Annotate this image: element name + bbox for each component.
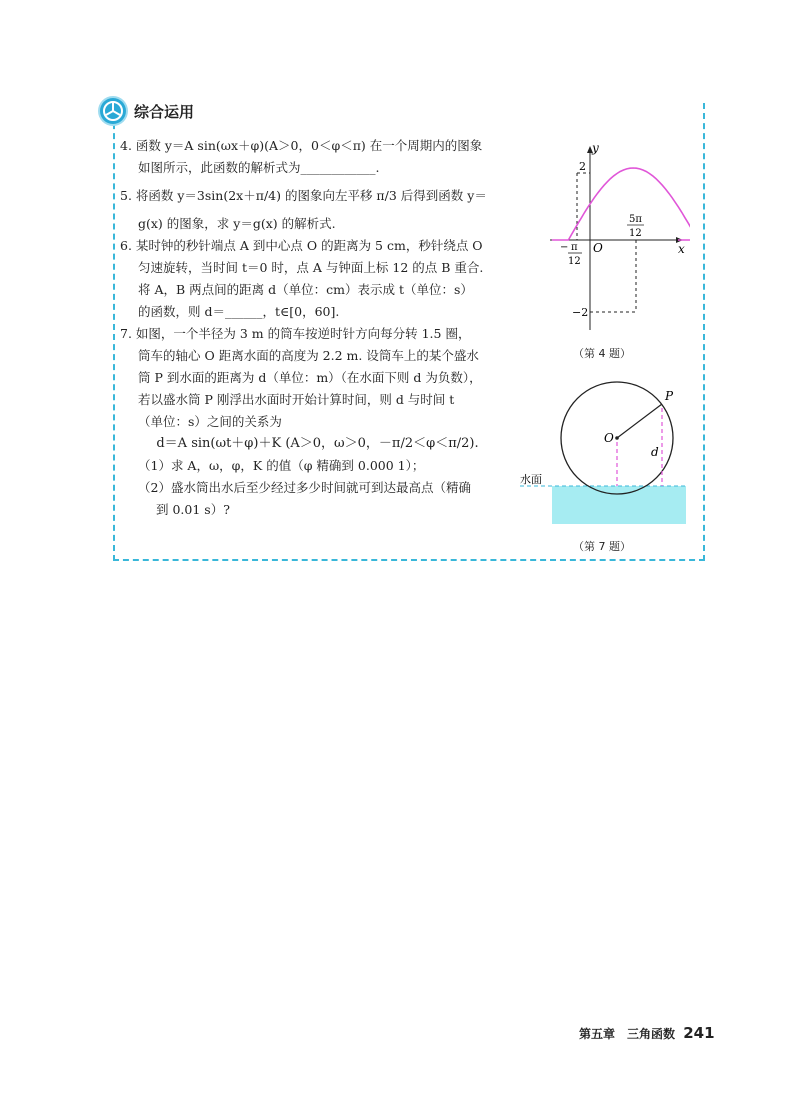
distance-label: d: [651, 445, 659, 459]
wheel-radius: [617, 404, 662, 438]
center-point: [615, 436, 619, 440]
problem-7-line-3: 筒 P 到水面的距离为 d（单位：m）（在水面下则 d 为负数），: [138, 370, 482, 385]
x-left-numerator: π: [571, 242, 578, 253]
problem-7-formula: d＝A sin(ωt＋φ)＋K (A＞0，ω＞0，－π/2＜φ＜π/2).: [156, 436, 479, 451]
problem-7-line-2: 筒车的轴心 O 距离水面的高度为 2.2 m. 设筒车上的某个盛水: [138, 348, 479, 363]
page-footer: [579, 1024, 715, 1042]
water-label: 水面: [520, 473, 542, 486]
x-right-denominator: 12: [629, 228, 642, 239]
figure-7-diagram: [520, 380, 690, 530]
problem-5: [120, 185, 515, 235]
problem-6: [120, 235, 515, 323]
problem-7-question-2-line-1: （2）盛水筒出水后至少经过多少时间就可到达最高点（精确: [138, 480, 471, 495]
tick-label-2: 2: [579, 160, 586, 173]
problem-7-line-1: 7. 如图，一个半径为 3 m 的筒车按逆时针方向每分转 1.5 圈，: [120, 326, 471, 341]
section-badge-icon: [100, 98, 126, 124]
problem-4-line-2: 如图所示，此函数的解析式为____________.: [138, 160, 380, 175]
water-area: [552, 486, 686, 524]
page-number: 241: [683, 1024, 715, 1042]
problem-7-line-5: （单位：s）之间的关系为: [138, 414, 282, 429]
problem-6-line-1: 6. 某时钟的秒针端点 A 到中心点 O 的距离为 5 cm，秒针绕点 O: [120, 238, 483, 253]
problem-5-line-2: g(x) 的图象，求 y＝g(x) 的解析式.: [138, 216, 336, 231]
problem-7-question-1: （1）求 A，ω，φ，K 的值（φ 精确到 0.000 1）；: [138, 458, 425, 473]
center-label: O: [604, 431, 614, 445]
problem-6-line-2: 匀速旋转，当时间 t＝0 时，点 A 与钟面上标 12 的点 B 重合.: [138, 260, 484, 275]
problem-4-line-1: 4. 函数 y＝A sin(ωx＋φ)(A＞0，0＜φ＜π) 在一个周期内的图象: [120, 138, 483, 153]
x-right-numerator: 5π: [629, 214, 642, 225]
figure-4: [520, 140, 690, 360]
problem-7: [120, 323, 515, 521]
figure-4-caption: （第 4 题）: [573, 347, 631, 360]
figure-7: [520, 380, 690, 553]
problem-list: [120, 135, 515, 521]
chapter-label: 第五章 三角函数: [579, 1027, 676, 1041]
problem-6-line-4: 的函数，则 d＝______，t∈[0，60].: [138, 304, 340, 319]
section-title: 综合运用: [134, 102, 195, 121]
problem-6-line-3: 将 A，B 两点间的距离 d（单位：cm）表示成 t（单位：s）: [138, 282, 473, 297]
x-axis-label: x: [678, 242, 685, 256]
problem-5-line-1: 5. 将函数 y＝3sin(2x＋π/4) 的图象向左平移 π/3 后得到函数 y＝: [120, 188, 487, 203]
y-axis-label: y: [592, 141, 599, 155]
figure-7-caption: （第 7 题）: [573, 540, 631, 553]
tick-label-minus-2: −2: [572, 306, 589, 319]
origin-label: O: [593, 241, 603, 255]
problem-7-line-4: 若以盛水筒 P 刚浮出水面时开始计算时间，则 d 与时间 t: [138, 392, 455, 407]
figure-4-graph: [520, 140, 690, 335]
problem-4: [120, 135, 515, 179]
point-label: P: [665, 389, 674, 403]
x-left-sign: −: [560, 242, 569, 253]
problem-7-question-2-line-2: 到 0.01 s）?: [156, 502, 230, 517]
x-left-denominator: 12: [568, 256, 581, 267]
section-header: [100, 98, 194, 124]
